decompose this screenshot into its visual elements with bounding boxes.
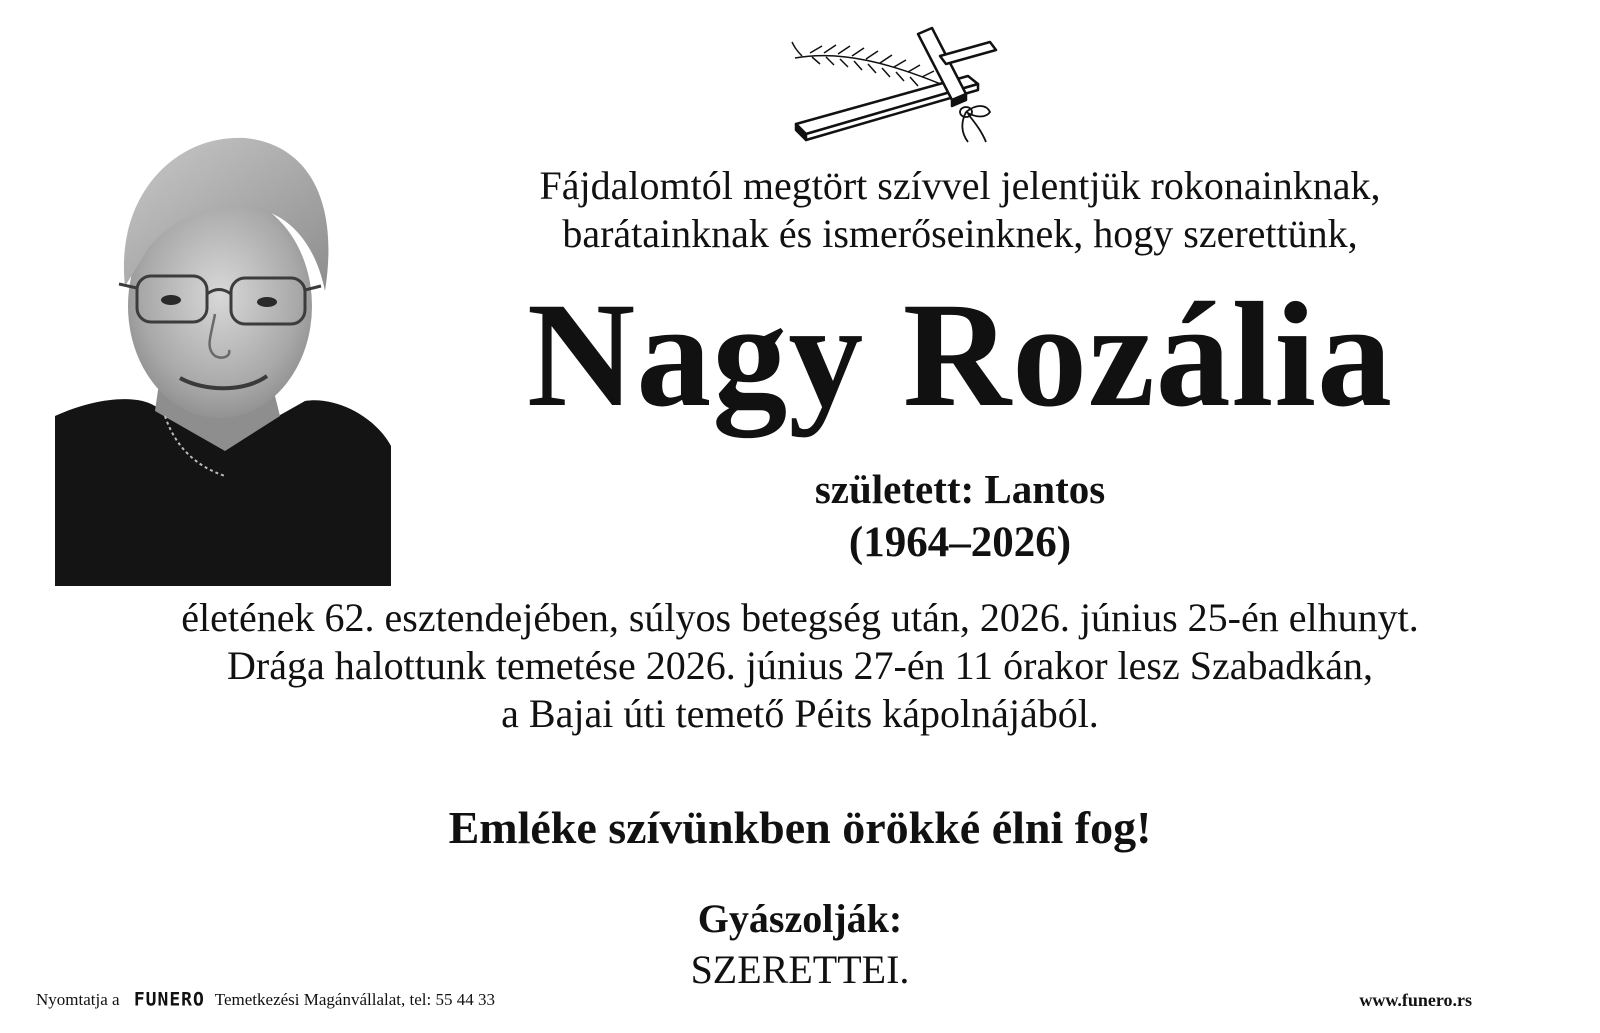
funero-logo: FUNERO [133,988,205,1011]
details-line-3: a Bajai úti temető Péits kápolnájából. [501,691,1099,736]
website-link[interactable]: www.funero.rs [1359,990,1472,1010]
printer-credit [36,989,495,1011]
mourners-names: SZERETTEI. [690,947,910,992]
life-years: (1964–2026) [848,519,1072,566]
intro-text [480,162,1440,258]
maiden-name: született: Lantos [814,466,1106,512]
details-line-1: életének 62. esztendejében, súlyos betegség után, 2026. június 25-én elhunyt. [181,595,1419,640]
intro-line-1: Fájdalomtól megtört szívvel jelentjük rokonainknak, [539,163,1381,208]
cross-with-palm-icon [790,20,1000,150]
details-line-2: Drága halottunk temetése 2026. június 27-én 11 órakor lesz Szabadkán, [227,643,1373,688]
deceased-name: Nagy Rozália [526,272,1394,438]
intro-line-2: barátainknak és ismerőseinknek, hogy szerettünk, [562,211,1358,256]
portrait-photo [55,116,391,586]
company-info: Temetkezési Magánvállalat, tel: 55 44 33 [214,990,495,1009]
funeral-details [40,594,1560,738]
mourners-label: Gyászolják: [697,896,903,941]
printed-by-label: Nyomtatja a [36,990,120,1009]
memory-quote: Emléke szívünkben örökké élni fog! [448,802,1152,853]
